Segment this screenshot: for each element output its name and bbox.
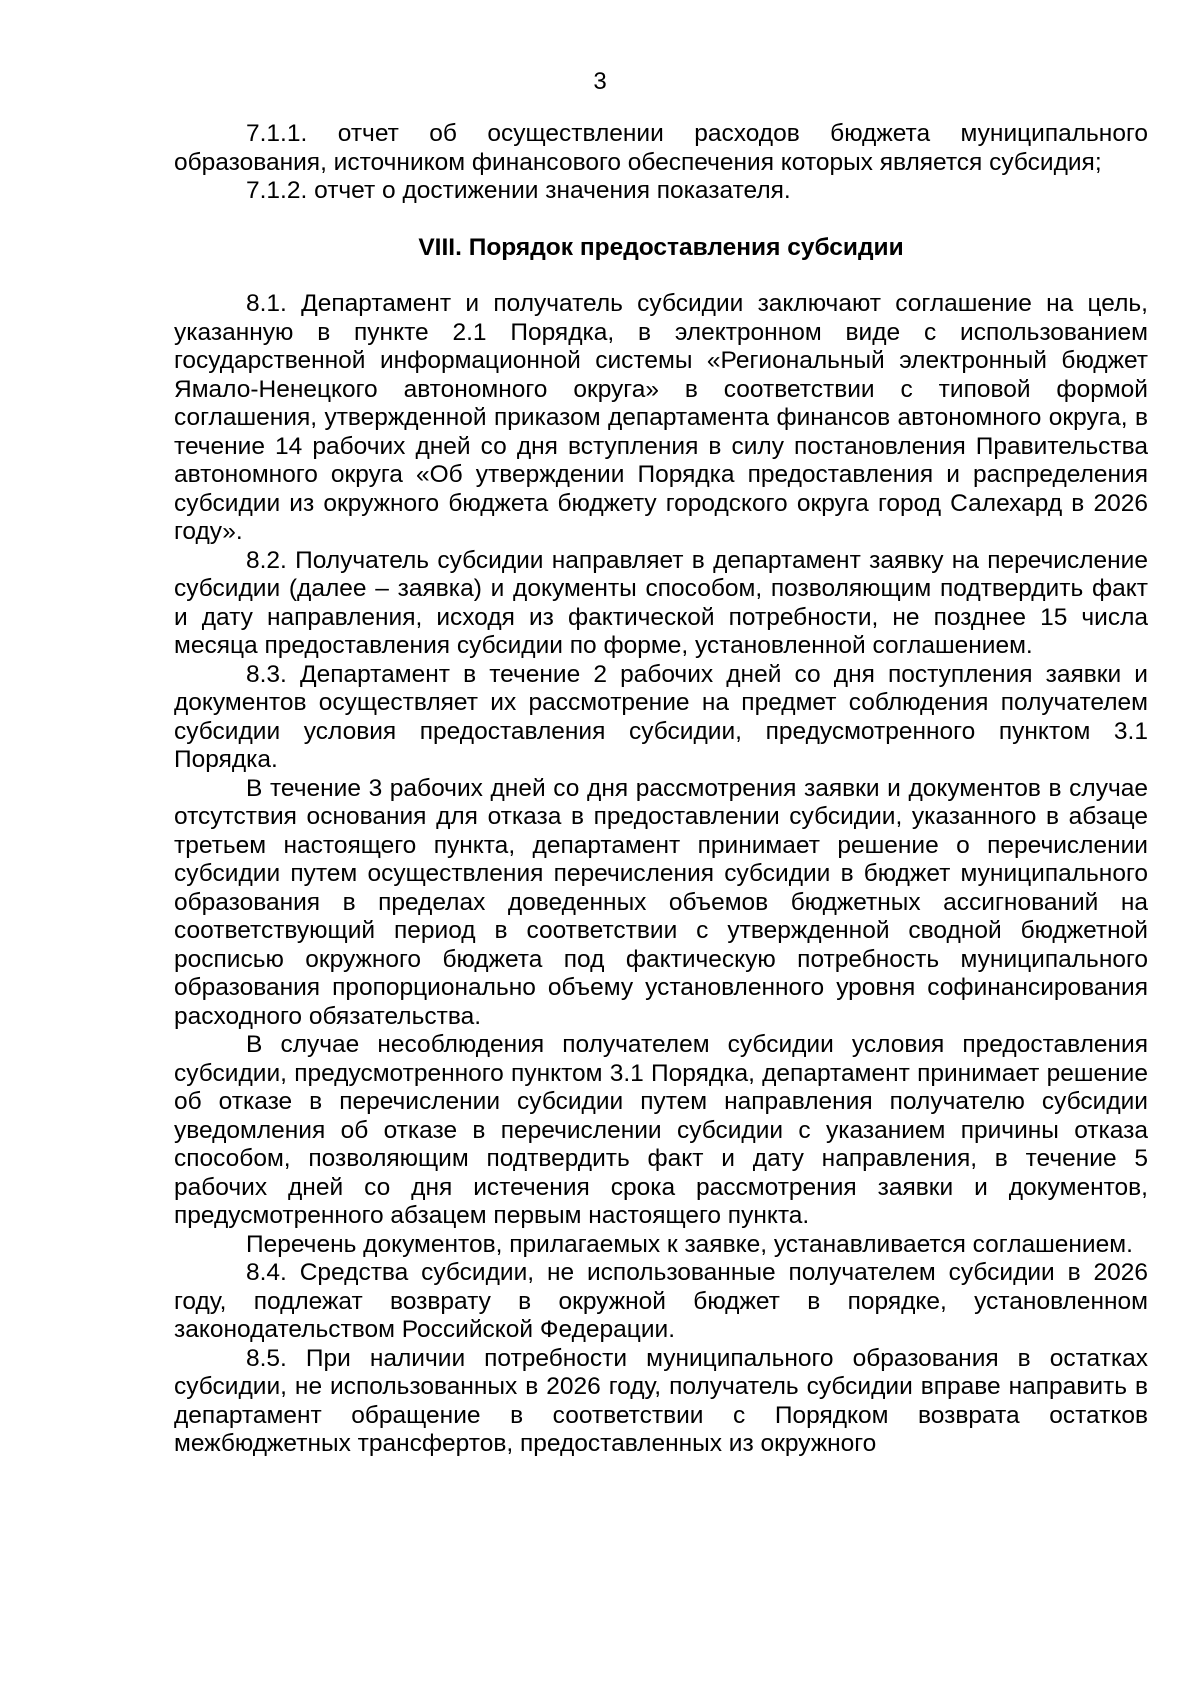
- paragraph-7-1-1: 7.1.1. отчет об осуществлении расходов бюджета муниципального образования, источником финансового обеспечения которых является субсидия;: [174, 120, 1148, 176]
- paragraph-8-4: 8.4. Средства субсидии, не использованные получателем субсидии в 2026 году, подлежат возврату в окружной бюджет в порядке, установленном законодательством Российской Федерации.: [174, 1259, 1148, 1343]
- paragraph-8-1: 8.1. Департамент и получатель субсидии заключают соглашение на цель, указанную в пункте 2.1 Порядка, в электронном виде с использованием государственной информационной системы «Региональный электронный бюджет Ямало-Ненецкого автономного округа» в соответствии с типовой формой соглашения, утвержденной приказом департамента финансов автономного округа, в течение 14 рабочих дней со дня вступления в силу постановления Правительства автономного округа «Об утверждении Порядка предоставления и распределения субсидии из окружного бюджета бюджету городского округа город Салехард в 2026 году».: [174, 290, 1148, 545]
- paragraph-7-1-2: 7.1.2. отчет о достижении значения показателя.: [246, 177, 791, 204]
- section-heading: VIII. Порядок предоставления субсидии: [418, 233, 904, 261]
- page-number: 3: [593, 68, 607, 95]
- paragraph-8-3-third: В случае несоблюдения получателем субсидии условия предоставления субсидии, предусмотренного пунктом 3.1 Порядка, департамент принимает решение об отказе в перечислении субсидии путем направления получателю субсидии уведомления об отказе в перечислении субсидии с указанием причины отказа способом, позволяющим подтвердить факт и дату направления, в течение 5 рабочих дней со дня истечения срока рассмотрения заявки и документов, предусмотренного абзацем первым настоящего пункта.: [174, 1031, 1148, 1229]
- paragraph-8-3-second: В течение 3 рабочих дней со дня рассмотрения заявки и документов в случае отсутствия основания для отказа в предоставлении субсидии, указанного в абзаце третьем настоящего пункта, департамент принимает решение о перечислении субсидии путем осуществления перечисления субсидии в бюджет муниципального образования в пределах доведенных объемов бюджетных ассигнований на соответствующий период в соответствии с утвержденной сводной бюджетной росписью окружного бюджета под фактическую потребность муниципального образования пропорционально объему установленного уровня софинансирования расходного обязательства.: [174, 774, 1148, 1030]
- paragraph-8-3-fourth: Перечень документов, прилагаемых к заявке, устанавливается соглашением.: [246, 1230, 1133, 1258]
- paragraph-8-2: 8.2. Получатель субсидии направляет в департамент заявку на перечисление субсидии (далее – заявка) и документы способом, позволяющим подтвердить факт и дату направления, исходя из фактической потребности, не позднее 15 числа месяца предоставления субсидии по форме, установленной соглашением.: [174, 546, 1148, 659]
- paragraph-8-5: 8.5. При наличии потребности муниципального образования в остатках субсидии, не использованных в 2026 году, получатель субсидии вправе направить в департамент обращение в соответствии с Порядком возврата остатков межбюджетных трансфертов, предоставленных из окружного: [174, 1344, 1148, 1457]
- document-body: [174, 120, 1148, 1459]
- paragraph-8-3: 8.3. Департамент в течение 2 рабочих дней со дня поступления заявки и документов осуществляет их рассмотрение на предмет соблюдения получателем субсидии условия предоставления субсидии, предусмотренного пунктом 3.1 Порядка.: [174, 660, 1148, 773]
